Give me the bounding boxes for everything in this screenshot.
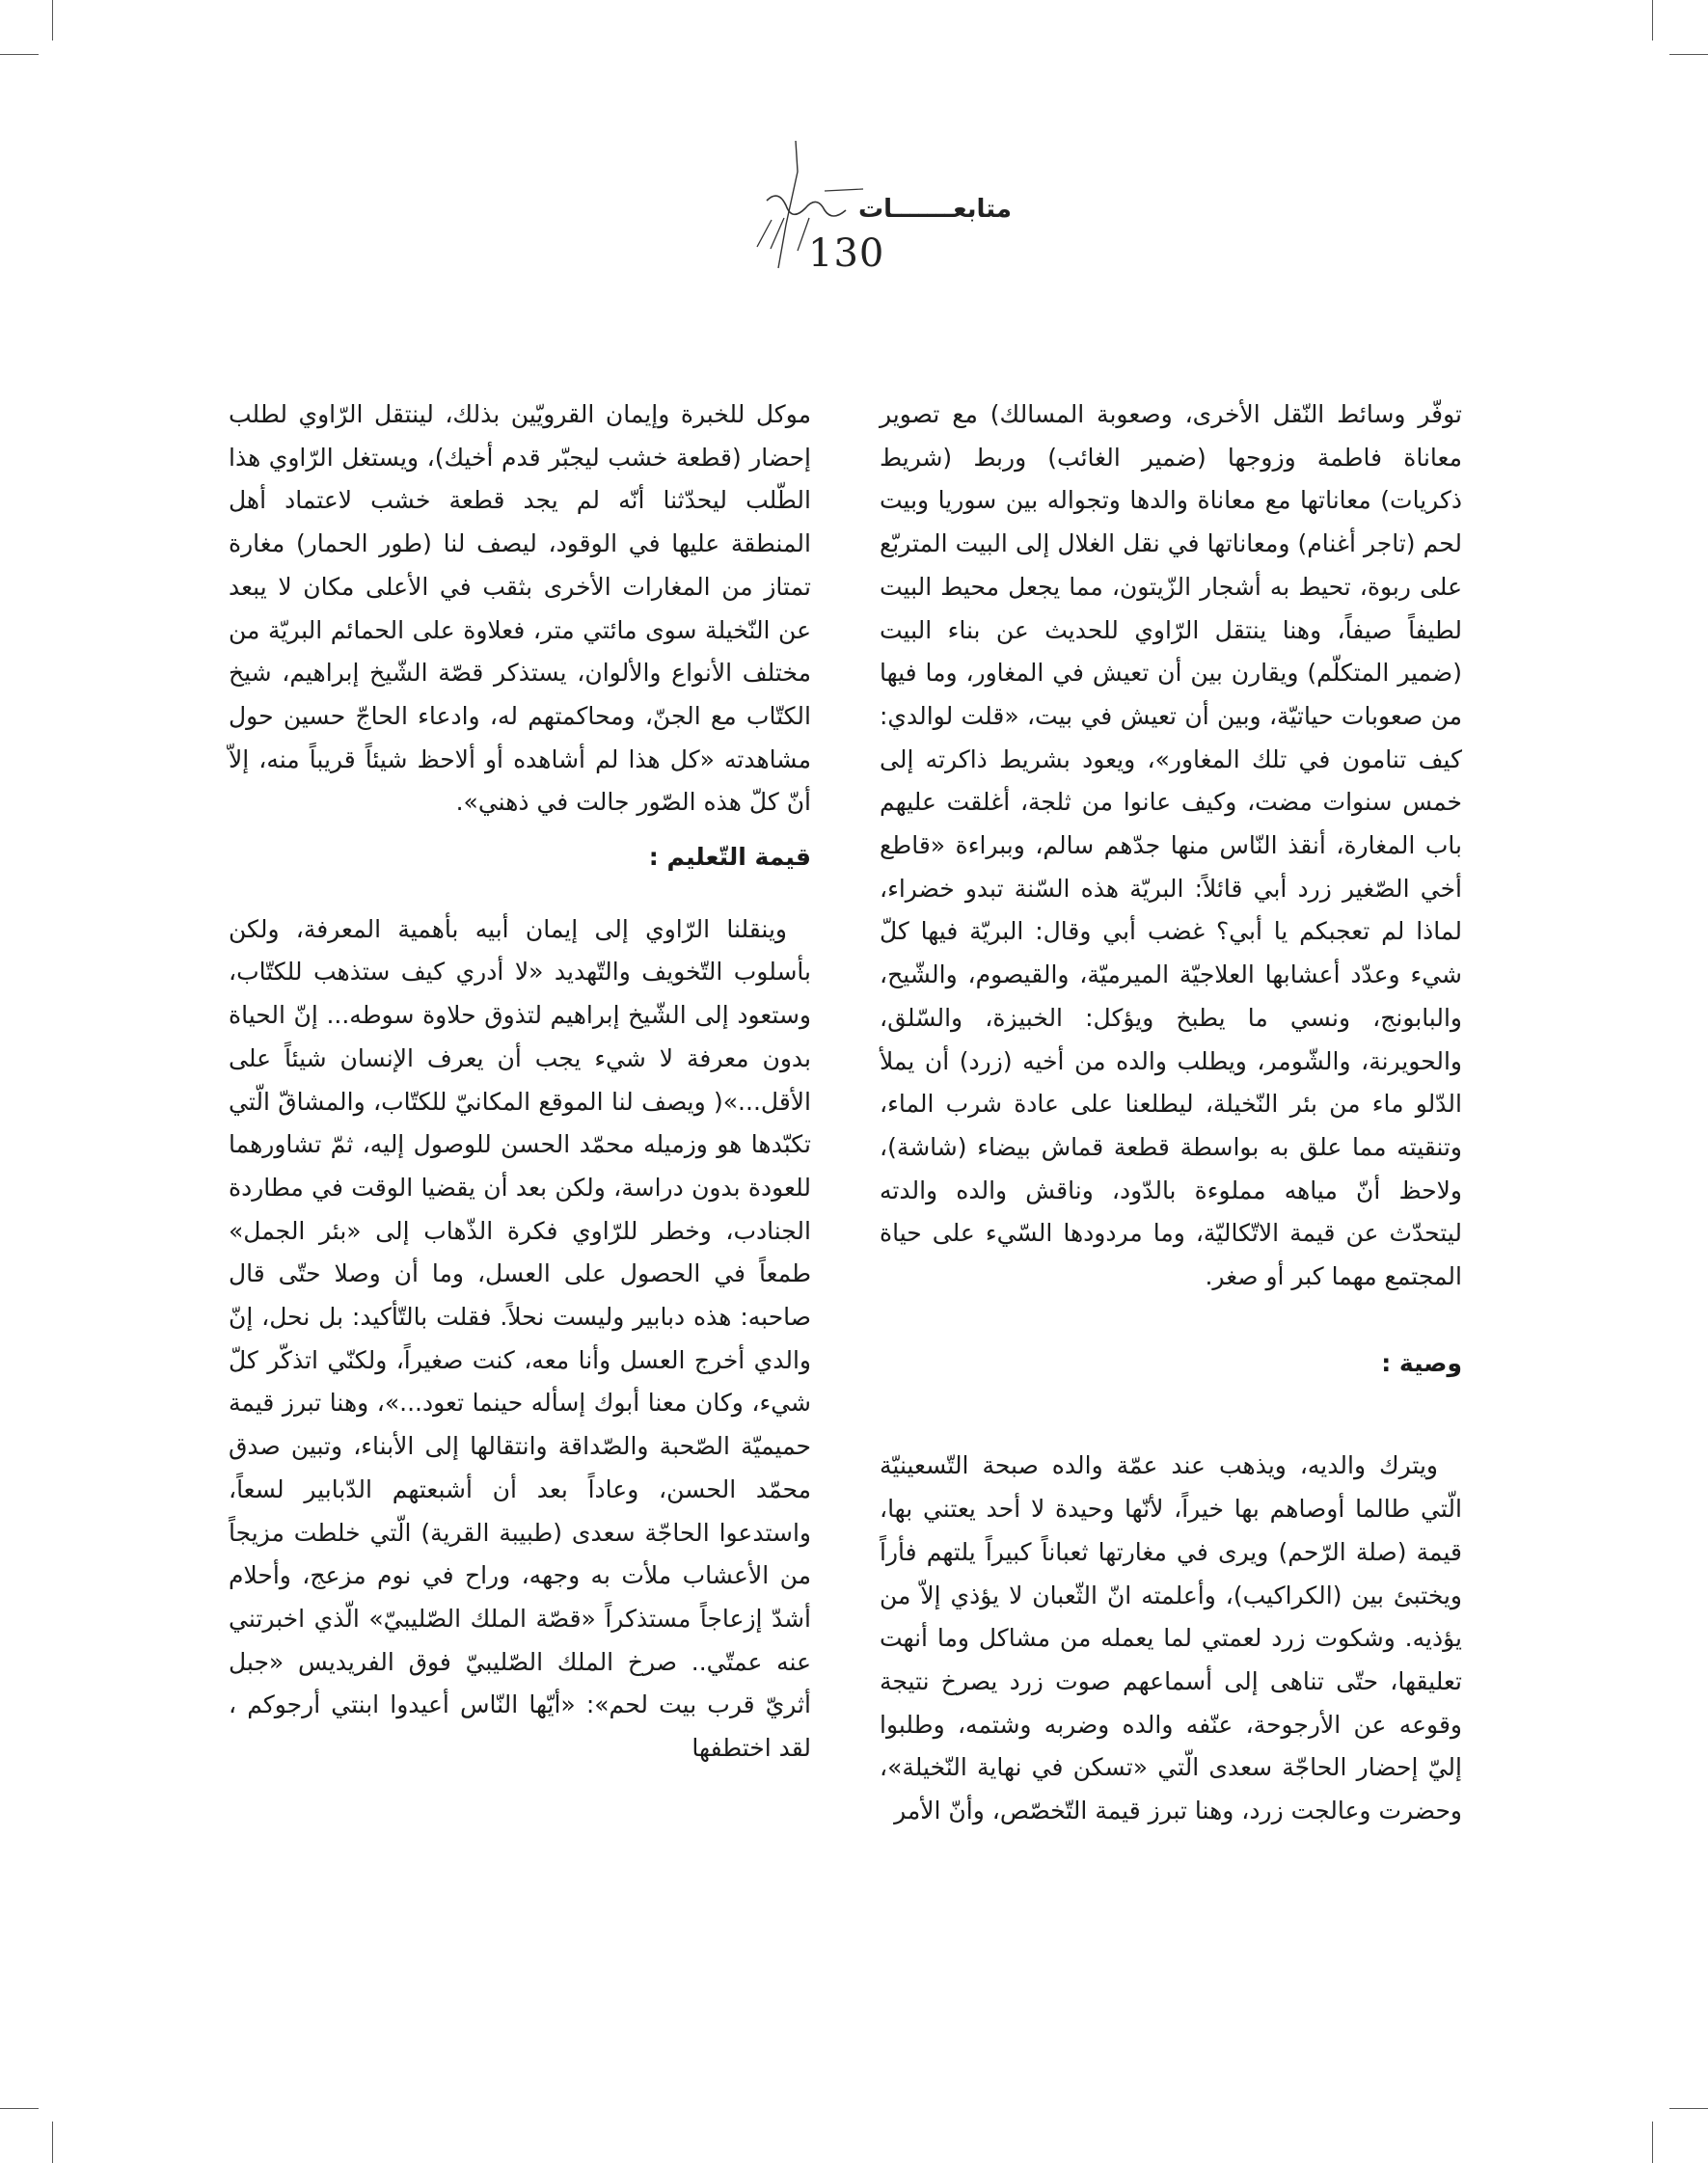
left-paragraph-1: موكل للخبرة وإيمان القرويّين بذلك، لينتقل الرّاوي لطلب إحضار (قطعة خشب ليجبّر قدم أخيك)، ويستغل الرّاوي هذا الطّلب ليحدّثنا أنّه لم يجد قطعة خشب لاعتماد أهل المنطقة عليها في الوقود، ليصف لنا (طور الحمار) مغارة تمتاز من المغارات الأخرى بثقب في الأعلى مكان لا يبعد عن النّخيلة سوى مائتي متر، فعلاوة على الحمائم البريّة من مختلف الأنواع والألوان، يستذكر قصّة الشّيخ إبراهيم، شيخ الكتّاب مع الجنّ، ومحاكمتهم له، وادعاء الحاجّ حسين حول مشاهدته «كل هذا لم أشاهده أو ألاحظ شيئاً قريباً منه، إلاّ أنّ كلّ هذه الصّور جالت في ذهني». — [229, 400, 811, 817]
crop-mark-bottom-right-h — [1669, 2108, 1708, 2109]
crop-mark-top-left-h — [0, 54, 39, 55]
right-column — [880, 393, 1462, 1833]
crop-mark-bottom-left-v — [52, 2122, 53, 2163]
right-paragraph-1: توفّر وسائط النّقل الأخرى، وصعوبة المسالك) مع تصوير معاناة فاطمة وزوجها (ضمير الغائب) وربط (شريط ذكريات) معاناتها مع معاناة والدها وتجواله بين سوريا وبيت لحم (تاجر أغنام) ومعاناتها في نقل الغلال إلى البيت المتربّع على ربوة، تحيط به أشجار الزّيتون، مما يجعل محيط البيت لطيفاً صيفاً، وهنا ينتقل الرّاوي للحديث عن بناء البيت (ضمير المتكلّم) ويقارن بين أن تعيش في المغاور، وما فيها من صعوبات حياتيّة، وبين أن تعيش في بيت، «قلت لوالدي: كيف تنامون في تلك المغاور»، ويعود بشريط ذاكرته إلى خمس سنوات مضت، وكيف عانوا من ثلجة، أغلقت عليهم باب المغارة، أنقذ النّاس منها جدّهم سالم، وببراءة «قاطع أخي الصّغير زرد أبي قائلاً: البريّة هذه السّنة تبدو خضراء، لماذا لم تعجبكم يا أبي؟ غضب أبي وقال: البريّة فيها كلّ شيء وعدّد أعشابها العلاجيّة الميرميّة، والقيصوم، والشّيح، والبابونج، ونسي ما يطبخ ويؤكل: الخبيزة، والسّلق، والحويرنة، والشّومر، ويطلب والده من أخيه (زرد) أن يملأ الدّلو ماء من بئر النّخيلة، ليطلعنا على عادة شرب الماء، وتنقيته مما علق به بواسطة قطعة قماش بيضاء (شاشة)، ولاحظ أنّ مياهه مملوءة بالدّود، وناقش والده والدته ليتحدّث عن قيمة الاتّكاليّة، وما مردودها السّيء على حياة المجتمع مهما كبر أو صغر. — [880, 400, 1462, 1291]
page-header — [0, 125, 1708, 289]
section-label: متابعـــــــات — [858, 195, 1013, 224]
left-column — [229, 393, 811, 1771]
crop-mark-top-left-v — [52, 0, 53, 41]
right-paragraph-2: ويترك والديه، ويذهب عند عمّة والده صبحة التّسعينيّة الّتي طالما أوصاهم بها خيراً، لأنّها وحيدة لا أحد يعتني بها، قيمة (صلة الرّحم) ويرى في مغارتها ثعباناً كبيراً يلتهم فأراً ويختبئ بين (الكراكيب)، وأعلمته انّ الثّعبان لا يؤذي إلاّ من يؤذيه. وشكوت زرد لعمتي لما يعمله من مشاكل وما أنهت تعليقها، حتّى تناهى إلى أسماعهم صوت زرد يصرخ نتيجة وقوعه عن الأرجوحة، عنّفه والده وضربه وشتمه، وطلبوا إليّ إحضار الحاجّة سعدى الّتي «تسكن في نهاية النّخيلة»، وحضرت وعالجت زرد، وهنا تبرز قيمة التّخصّص، وأنّ الأمر — [880, 1451, 1462, 1825]
crop-mark-bottom-right-v — [1652, 2122, 1653, 2163]
left-heading: قيمة التّعليم : — [648, 843, 811, 872]
right-heading: وصية : — [1381, 1348, 1462, 1377]
left-paragraph-2: وينقلنا الرّاوي إلى إيمان أبيه بأهمية المعرفة، ولكن بأسلوب التّخويف والتّهديد «لا أدري كيف ستذهب للكتّاب، وستعود إلى الشّيخ إبراهيم لتذوق حلاوة سوطه... إنّ الحياة بدون معرفة لا شيء يجب أن يعرف الإنسان شيئاً على الأقل...»( ويصف لنا الموقع المكانيّ للكتّاب، والمشاقّ الّتي تكبّدها هو وزميله محمّد الحسن للوصول إليه، ثمّ تشاورهما للعودة بدون دراسة، ولكن بعد أن يقضيا الوقت في مطاردة الجنادب، وخطر للرّاوي فكرة الذّهاب إلى «بئر الجمل» طمعاً في الحصول على العسل، وما أن وصلا حتّى قال صاحبه: هذه دبابير وليست نحلاً. فقلت بالتّأكيد: بل نحل، إنّ والدي أخرج العسل وأنا معه، كنت صغيراً، ولكنّي اتذكّر كلّ شيء، وكان معنا أبوك إسأله حينما تعود...»، وهنا تبرز قيمة حميميّة الصّحبة والصّداقة وانتقالها إلى الأبناء، وتبين صدق محمّد الحسن، وعاداً بعد أن أشبعتهم الدّبابير لسعاً، واستدعوا الحاجّة سعدى (طبيبة القرية) الّتي خلطت مزيجاً من الأعشاب ملأت به وجهه، وراح في نوم مزعج، وأحلام أشدّ إزعاجاً مستذكراً «قصّة الملك الصّليبيّ» الّذي اخبرتني عنه عمتّي.. صرخ الملك الصّليبيّ فوق الفريديس «جبل أثريّ قرب بيت لحم»: «أيّها النّاس أعيدوا ابنتي أرجوكم ، لقد اختطفها — [229, 914, 811, 1763]
crop-mark-top-right-v — [1652, 0, 1653, 41]
crop-mark-top-right-h — [1669, 54, 1708, 55]
crop-mark-bottom-left-h — [0, 2108, 39, 2109]
page-number: 130 — [808, 231, 885, 276]
